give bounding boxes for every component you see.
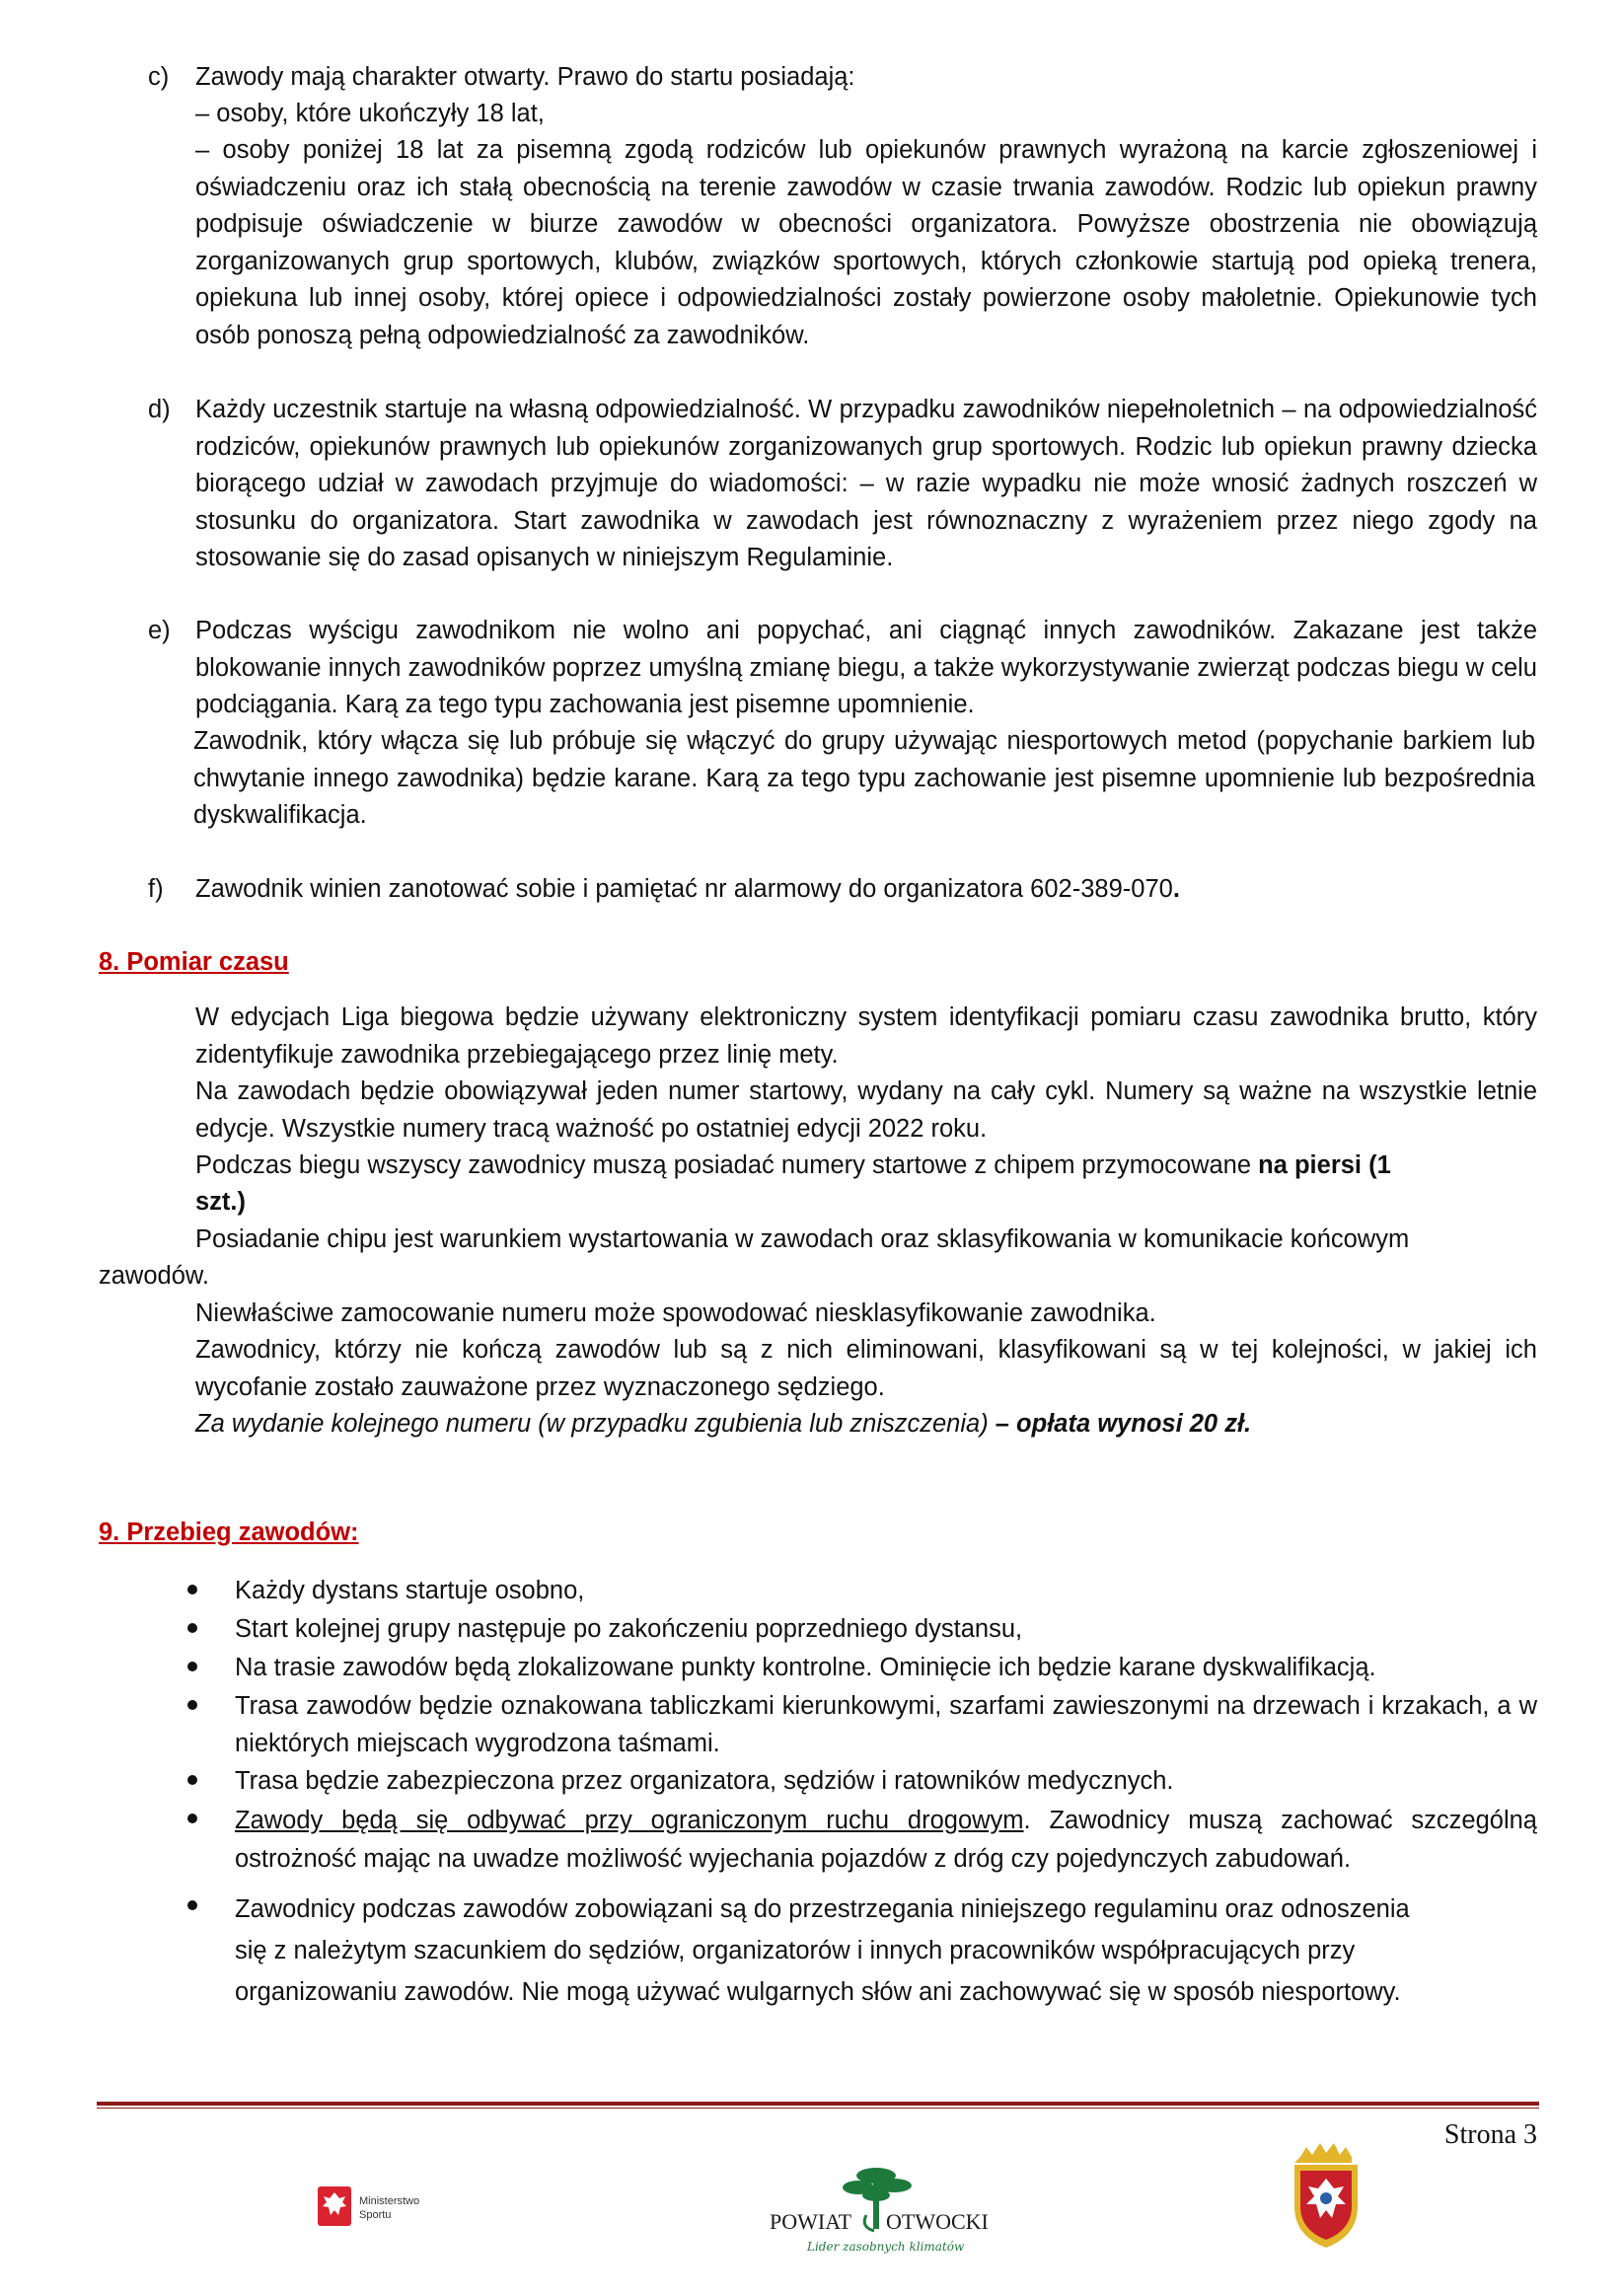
powiat-otwocki-logo [760,2158,1016,2266]
page-number: Strona 3 [1443,2119,1537,2150]
pomiar-p3-bold-2: szt.) [195,1188,246,1216]
pomiar-p7-bold: – opłata wynosi 20 zł. [995,1410,1252,1438]
otwock-coat-of-arms-icon [1281,2139,1371,2253]
item-label-f: f) [148,875,164,903]
przebieg-bullet-7 [235,1889,1537,2013]
item-label-d: d) [148,396,171,423]
item-c-line-2: – osoby, które ukończyły 18 lat, [195,100,545,127]
pomiar-paragraph-4: Posiadanie chipu jest warunkiem wystartowania w zawodach oraz sklasyfikowania w komunikacie końcowym [195,1225,1410,1253]
bullet-dot [187,1585,197,1594]
przebieg-bullet-6 [235,1802,1537,1879]
pomiar-p7-italic: Za wydanie kolejnego numeru (w przypadku zgubienia lub zniszczenia) [195,1410,996,1438]
item-c-paragraph: – osoby poniżej 18 lat za pisemną zgodą rodziców lub opiekunów prawnych wyrażoną na karcie zgłoszeniowej i oświadczeniu oraz ich stałą obecnością na terenie zawodów w czasie trwania zawodów. Rodzic lub opiekun prawny podpisuje oświadczenie w biurze zawodów w obecności organizatora. Powyższe obostrzenia nie obowiązują zorganizowanych grup sportowych, klubów, związków sportowych, których członkowie startują pod opieką trenera, opiekuna lub innej osoby, której opiece i odpowiedzialności zostały powierzone osoby małoletnie. Opiekunowie tych osób ponoszą pełną odpowiedzialność za zawodników. [195,136,1537,349]
item-d-paragraph: Każdy uczestnik startuje na własną odpowiedzialność. W przypadku zawodników niepełnoletnich – na odpowiedzialność rodziców, opiekunów prawnych lub opiekunów zorganizowanych grup sportowych. Rodzic lub opiekun prawny dziecka biorącego udział w zawodach przyjmuje do wiadomości: – w razie wypadku nie może wnosić żadnych roszczeń w stosunku do organizatora. Start zawodnika w zawodach jest równoznaczny z wyrażeniem przez niego zgody na stosowanie się do zasad opisanych w niniejszym Regulaminie. [195,396,1537,571]
przebieg-bullet-1: Każdy dystans startuje osobno, [235,1577,585,1604]
footer-rule-thin [97,2108,1539,2109]
bullet-dot [187,1700,197,1710]
pomiar-p3-text: Podczas biegu wszyscy zawodnicy muszą posiadać numery startowe z chipem przymocowane [195,1151,1259,1179]
pomiar-paragraph-7 [195,1406,1537,1444]
przebieg-bullet-5: Trasa będzie zabezpieczona przez organizatora, sędziów i ratowników medycznych. [235,1767,1174,1795]
bullet-dot [187,1623,197,1633]
pomiar-paragraph-1: W edycjach Liga biegowa będzie używany elektroniczny system identyfikacji pomiaru czasu zawodnika brutto, który zidentyfikuje zawodnika przebiegającego przez linię mety. [195,1003,1537,1069]
pomiar-paragraph-2: Na zawodach będzie obowiązywał jeden numer startowy, wydany na cały cykl. Numery są ważne na wszystkie letnie edycje. Wszystkie numery tracą ważność po ostatniej edycji 2022 roku. [195,1077,1537,1143]
item-f-end: . [1172,875,1180,903]
powiat-tagline: Lider zasobnych klimatów [807,2240,965,2254]
section-heading-przebieg-zawodow: 9. Przebieg zawodów: [99,1518,359,1546]
przebieg-bullet-6-underlined: Zawody będą się odbywać przy ograniczonym ruchu drogowym [235,1807,1024,1834]
item-c-line-1: Zawody mają charakter otwarty. Prawo do startu posiadają: [195,63,855,91]
przebieg-bullet-7-line-2: się z należytym szacunkiem do sędziów, organizatorów i innych pracowników współpracujących przy [235,1937,1356,1964]
przebieg-bullet-4: Trasa zawodów będzie oznakowana tabliczkami kierunkowymi, szarfami zawieszonymi na drzewach i krzakach, a w niektórych miejscach wygrodzona taśmami. [235,1692,1537,1757]
item-f-text: Zawodnik winien zanotować sobie i pamiętać nr alarmowy do organizatora 602-389-070 [195,875,1173,903]
bullet-dot [187,1662,197,1671]
item-label-e: e) [148,617,171,644]
przebieg-bullet-3: Na trasie zawodów będą zlokalizowane punkty kontrolne. Ominięcie ich będzie karane dyskwalifikacją. [235,1654,1376,1681]
item-e-paragraph-1: Podczas wyścigu zawodnikom nie wolno ani popychać, ani ciągnąć innych zawodników. Zakazane jest także blokowanie innych zawodników poprzez umyślną zmianę biegu, a także wykorzystywanie zwierząt podczas biegu w celu podciągania. Karą za tego typu zachowania jest pisemne upomnienie. [195,617,1537,718]
pomiar-paragraph-3 [195,1148,1537,1185]
item-label-c: c) [148,63,170,91]
ministerstwo-sportu-logo [314,2179,452,2238]
ministry-name-line-2: Sportu [359,2209,392,2221]
bullet-dot [187,1775,197,1785]
footer-rule-thick [97,2102,1539,2106]
otwocki-word: OTWOCKI [886,2209,989,2234]
przebieg-bullet-7-line-1: Zawodnicy podczas zawodów zobowiązani są do przestrzegania niniejszego regulaminu oraz odnoszenia [235,1895,1410,1923]
przebieg-bullet-2: Start kolejnej grupy następuje po zakończeniu poprzedniego dystansu, [235,1615,1023,1643]
item-e-paragraph-2: Zawodnik, który włącza się lub próbuje się włączyć do grupy używając niesportowych metod (popychanie barkiem lub chwytanie innego zawodnika) będzie karane. Karą za tego typu zachowanie jest pisemne upomnienie lub bezpośrednia dyskwalifikacja. [193,727,1535,829]
section-heading-pomiar-czasu: 8. Pomiar czasu [99,948,289,976]
pine-tree-icon [760,2158,1016,2266]
bullet-dot [187,1900,197,1910]
pomiar-paragraph-4-end: zawodów. [99,1262,209,1290]
przebieg-bullet-6-rest: . Zawodnicy muszą zachować szczególną ostrożność mając na uwadze możliwość wyjechania pojazdów z dróg czy pojedynczych zabudowań. [235,1807,1537,1873]
item-f-paragraph [195,871,1537,909]
pomiar-paragraph-5: Niewłaściwe zamocowanie numeru może spowodować niesklasyfikowanie zawodnika. [195,1299,1156,1327]
polish-eagle-icon [314,2179,452,2238]
przebieg-bullet-7-line-3: organizowaniu zawodów. Nie mogą używać wulgarnych słów ani zachowywać się w sposób niesportowy. [235,1978,1401,2006]
bullet-dot [187,1814,197,1823]
pomiar-paragraph-6: Zawodnicy, którzy nie kończą zawodów lub są z nich eliminowani, klasyfikowani są w tej kolejności, w jakiej ich wycofanie zostało zauważone przez wyznaczonego sędziego. [195,1336,1537,1401]
pomiar-p3-bold: na piersi (1 [1258,1151,1391,1179]
ministry-name-line-1: Ministerstwo [359,2195,420,2207]
powiat-word: POWIAT [770,2209,852,2234]
